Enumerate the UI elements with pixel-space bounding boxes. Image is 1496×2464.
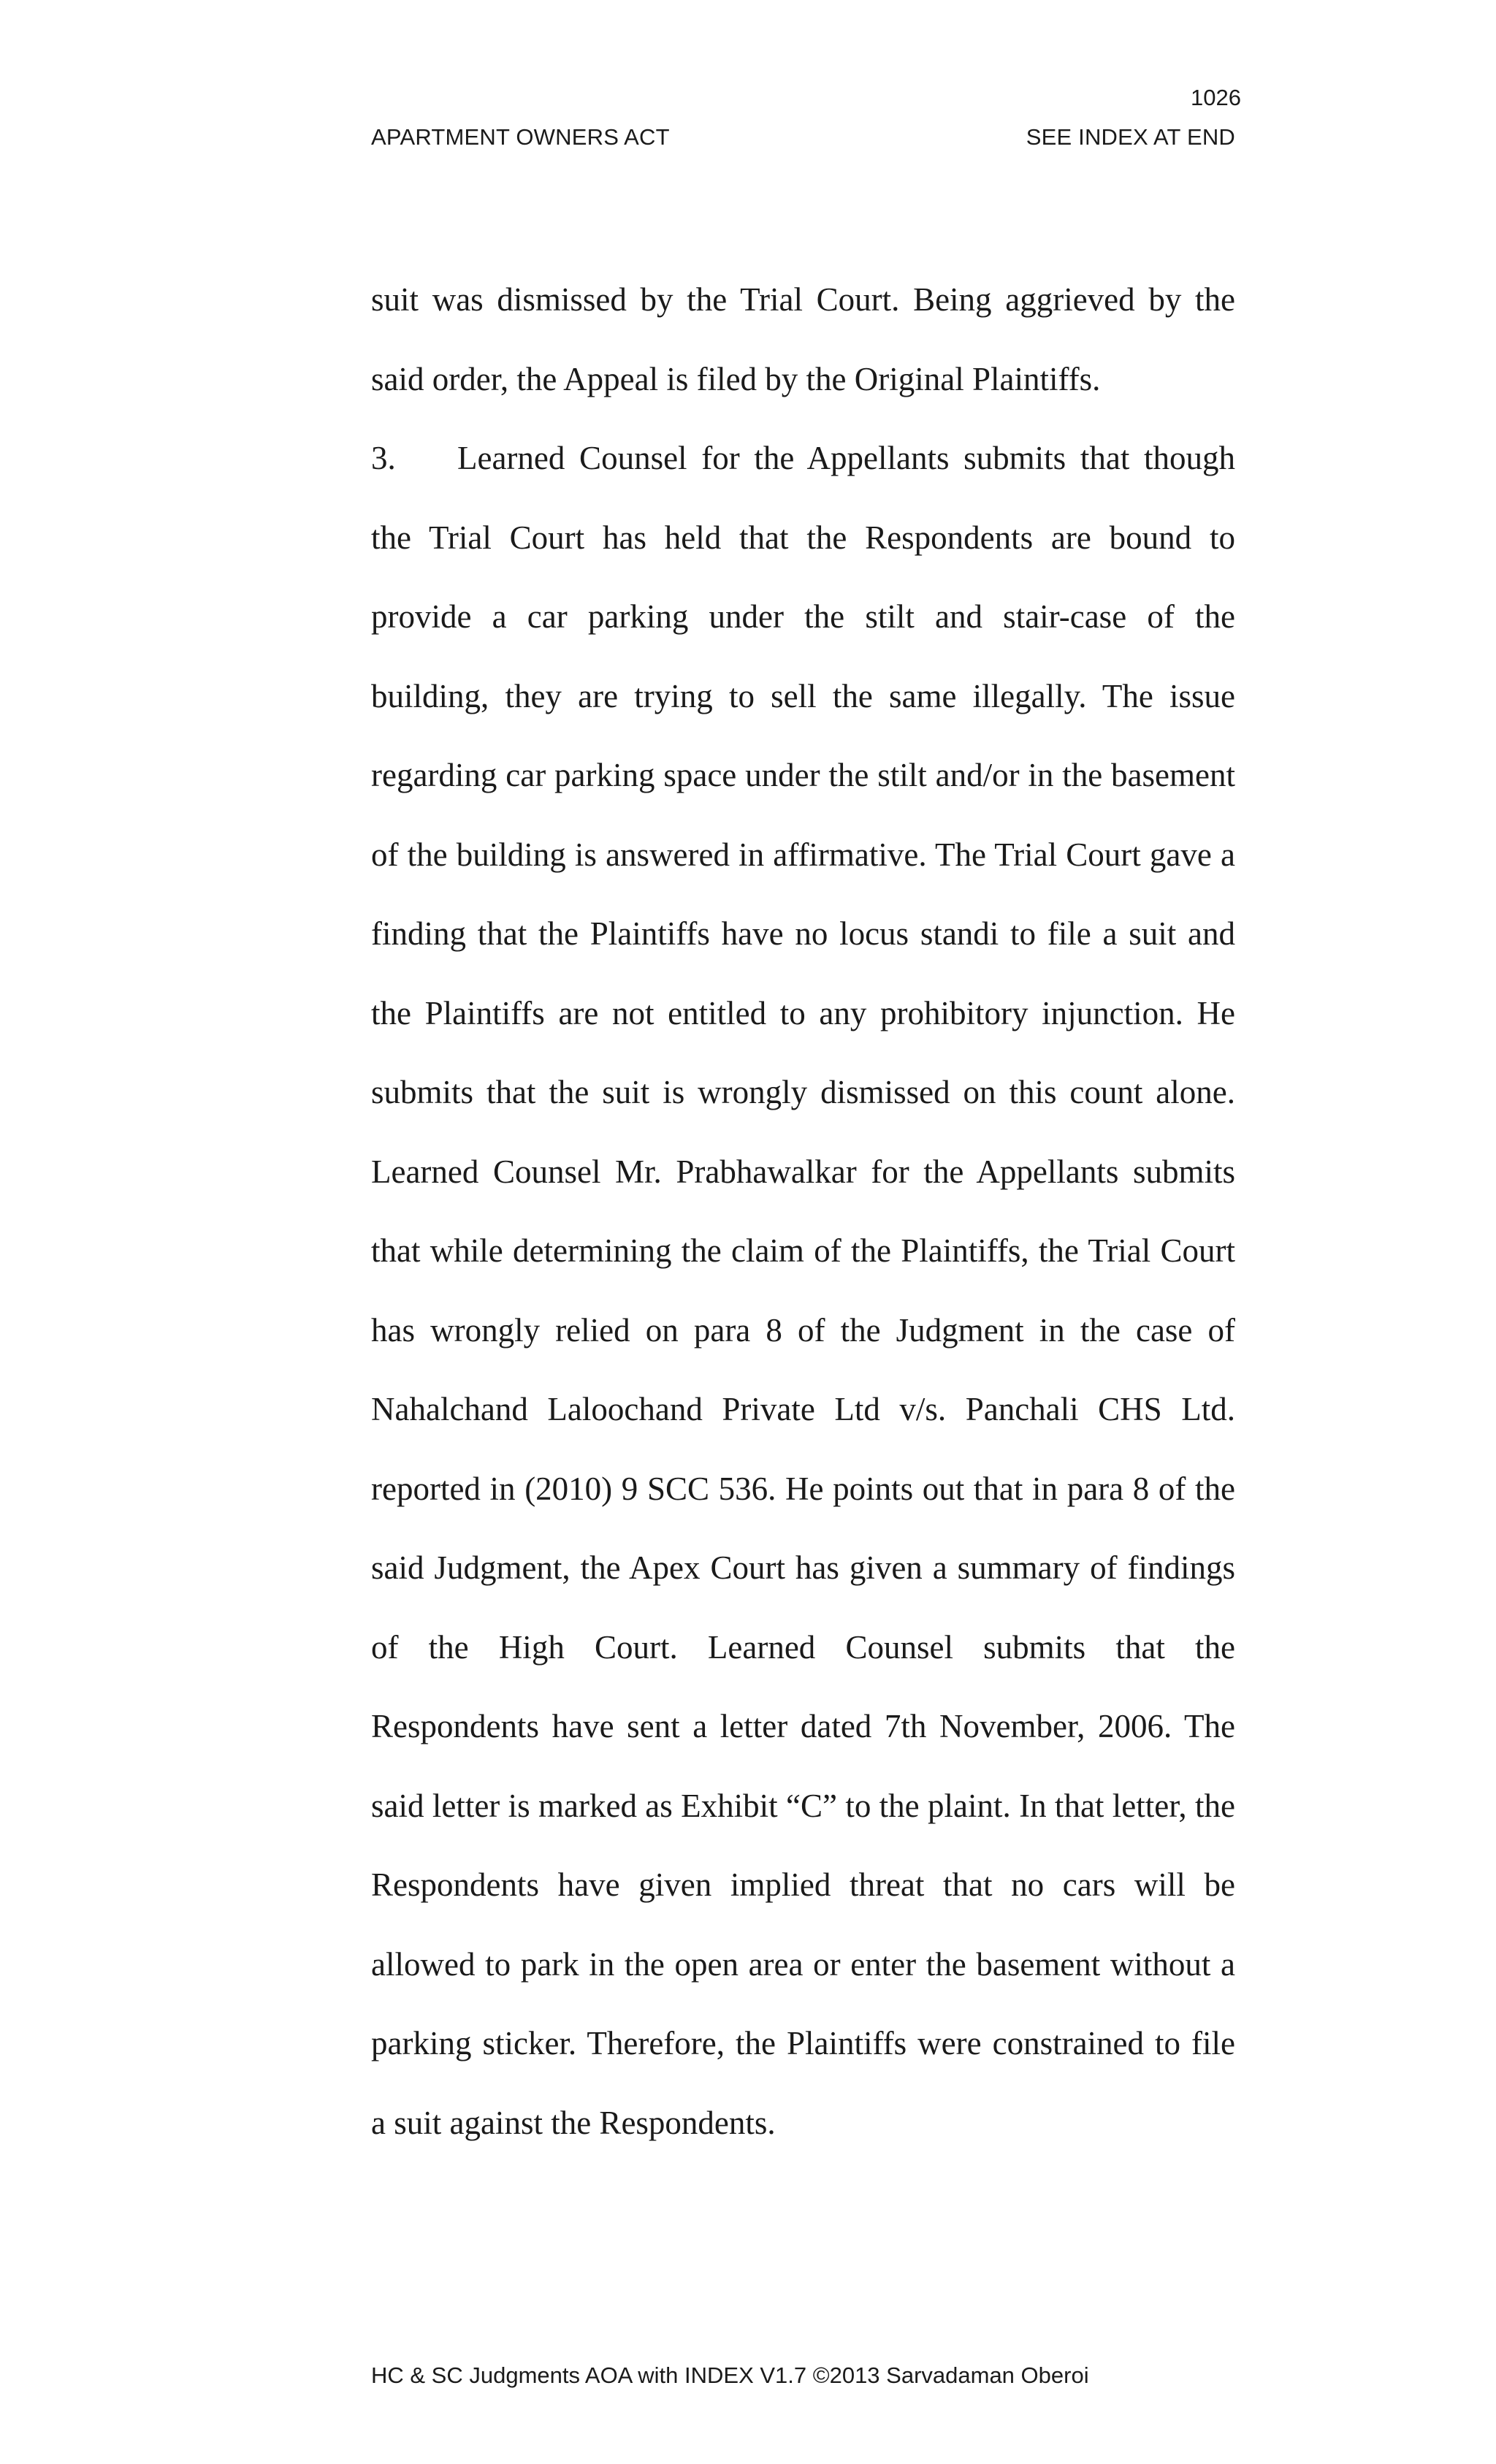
paragraph-number: 3. bbox=[371, 440, 396, 476]
paragraph-3 bbox=[371, 419, 1235, 2162]
paragraph-continued: suit was dismissed by the Trial Court. Being aggrieved by the said order, the Appeal is filed by the Original Plaintiffs. bbox=[371, 281, 1235, 397]
paragraph-3-text: Learned Counsel for the Appellants submits that though the Trial Court has held that the Respondents are bound to provide a car parking under the stilt and stair-case of the building, they are trying to sell the same illegally. The issue regarding car parking space under the stilt and/or in the basement of the building is answered in affirmative. The Trial Court gave a finding that the Plaintiffs have no locus standi to file a suit and the Plaintiffs are not entitled to any prohibitory injunction. He submits that the suit is wrongly dismissed on this count alone. Learned Counsel Mr. Prabhawalkar for the Appellants submits that while determining the claim of the Plaintiffs, the Trial Court has wrongly relied on para 8 of the Judgment in the case of Nahalchand Laloochand Private Ltd v/s. Panchali CHS Ltd. reported in (2010) 9 SCC 536. He points out that in para 8 of the said Judgment, the Apex Court has given a summary of findings of the High Court. Learned Counsel submits that the Respondents have sent a letter dated 7th November, 2006. The said letter is marked as Exhibit “C” to the plaint. In that letter, the Respondents have given implied threat that no cars will be allowed to park in the open area or enter the basement without a parking sticker. Therefore, the Plaintiffs were constrained to file a suit against the Respondents. bbox=[371, 440, 1235, 2141]
running-header-index-note: SEE INDEX AT END bbox=[1026, 124, 1235, 150]
page-number: 1026 bbox=[1191, 85, 1241, 110]
footer-copyright: HC & SC Judgments AOA with INDEX V1.7 ©2013 Sarvadaman Oberoi bbox=[371, 2362, 1089, 2388]
running-header-title: APARTMENT OWNERS ACT bbox=[371, 124, 670, 150]
judgment-body bbox=[371, 260, 1235, 2162]
